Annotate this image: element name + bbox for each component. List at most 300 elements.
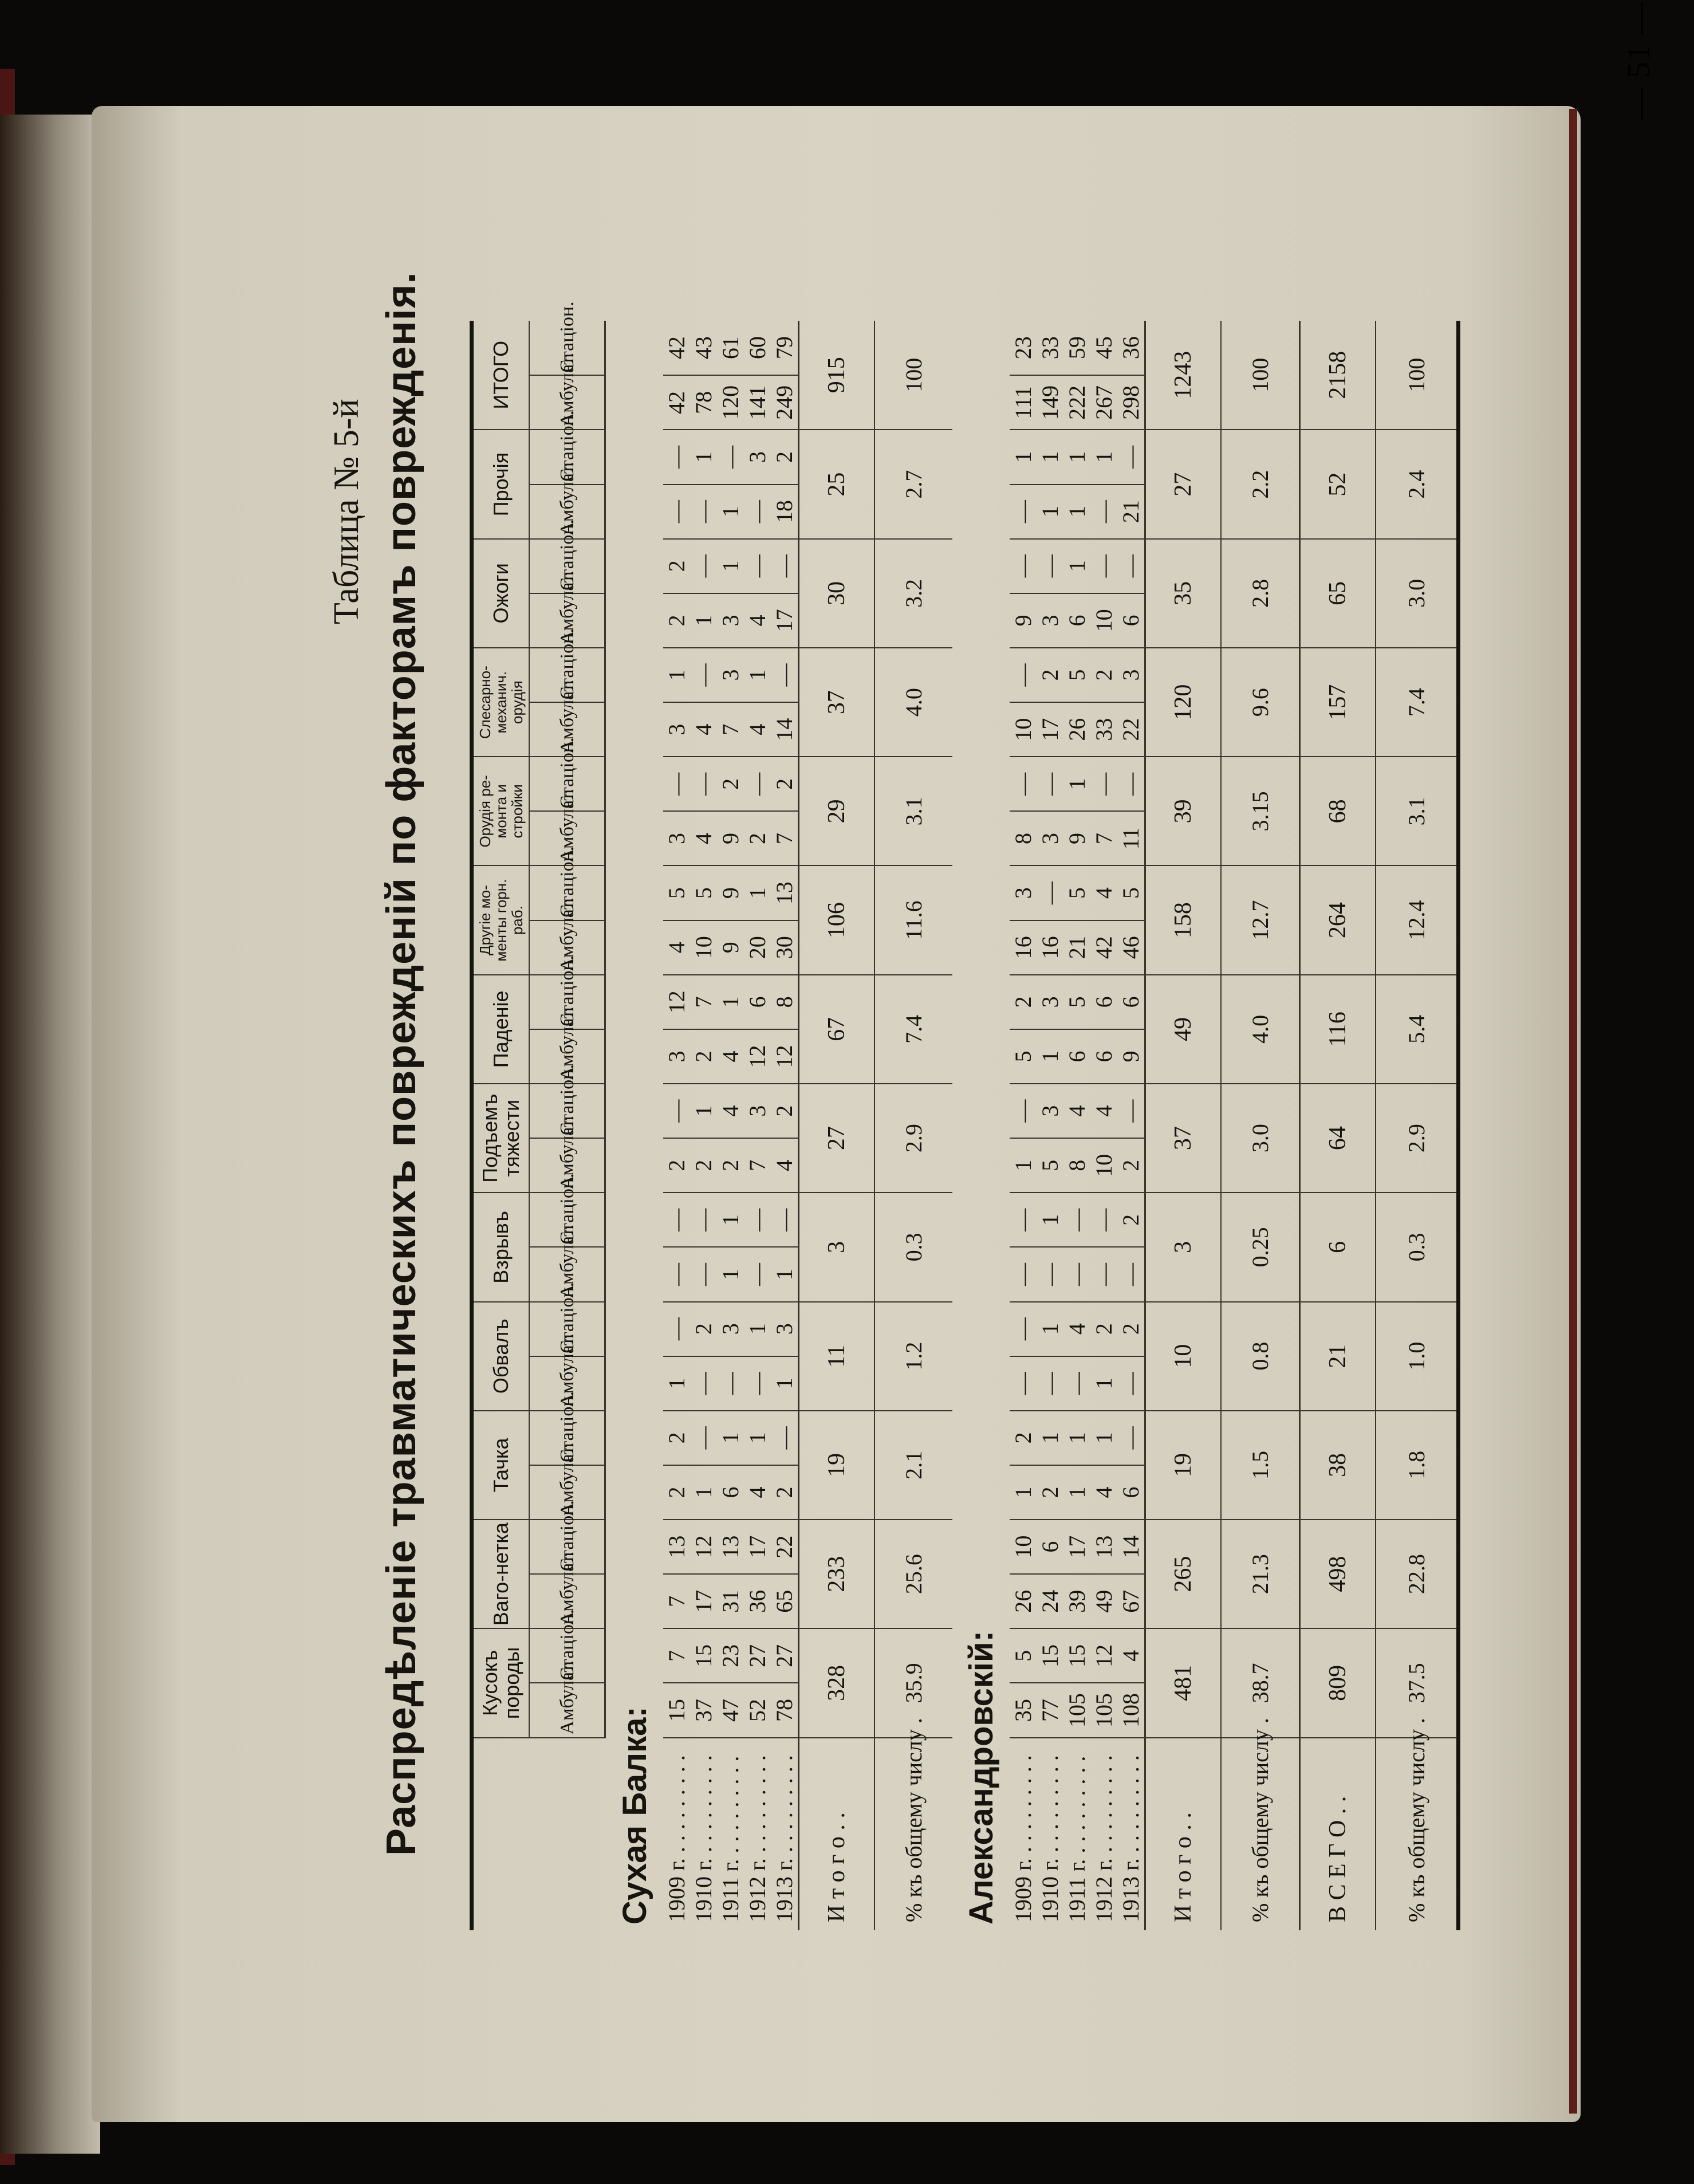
- percent-cell: 38.7: [1221, 1628, 1300, 1737]
- table-cell: 35: [1010, 1683, 1037, 1737]
- percent-cell: 2.9: [874, 1084, 952, 1193]
- table-cell: —: [1090, 539, 1117, 593]
- group-header: Прочія: [472, 430, 530, 538]
- table-cell: 105: [1090, 1683, 1117, 1737]
- sub-header-ambulatory: Амбулат.: [529, 1029, 605, 1084]
- table-cell: 36: [744, 1574, 771, 1628]
- table-cell: 149: [1037, 375, 1063, 430]
- table-cell: 1: [1037, 485, 1063, 539]
- total-cell: 10: [1145, 1302, 1222, 1411]
- table-cell: 17: [1063, 1520, 1090, 1574]
- table-cell: 3: [717, 1302, 744, 1356]
- table-cell: 61: [717, 321, 744, 375]
- table-cell: 17: [1037, 702, 1063, 757]
- row-label: 1913 г. . . . . . . . . .: [771, 1755, 797, 1922]
- row-label: 1910 г. . . . . . . . . .: [691, 1755, 716, 1922]
- table-cell: 1: [1037, 1411, 1063, 1465]
- table-cell: 6: [1117, 975, 1145, 1029]
- group-header: Кусокъ породы: [472, 1628, 530, 1737]
- table-cell: 9: [1117, 1029, 1145, 1084]
- table-cell: 15: [1063, 1628, 1090, 1683]
- section-title: Сухая Балка:: [616, 1706, 653, 1925]
- table-cell: —: [744, 1356, 771, 1411]
- row-label: И т о г о . .: [799, 1738, 875, 1930]
- table-number: Таблица № 5-й: [327, 399, 366, 624]
- table-cell: —: [1090, 1193, 1117, 1247]
- sub-header-stationary: Стаціон.: [529, 1628, 605, 1683]
- table-cell: 9: [717, 811, 744, 865]
- table-cell: —: [1037, 757, 1063, 811]
- table-cell: 1: [717, 975, 744, 1029]
- table-cell: 4: [744, 593, 771, 648]
- percent-cell: 11.6: [874, 866, 952, 975]
- percent-cell: 4.0: [1221, 975, 1300, 1084]
- table-cell: 77: [1037, 1683, 1063, 1737]
- table-cell: 33: [1090, 702, 1117, 757]
- table-cell: 39: [1063, 1574, 1090, 1628]
- table-cell: 5: [1037, 1138, 1063, 1193]
- table-cell: 12: [744, 1029, 771, 1084]
- table-cell: —: [1090, 485, 1117, 539]
- table-cell: 1: [771, 1356, 799, 1411]
- row-label: 1909 г. . . . . . . . . .: [664, 1755, 690, 1922]
- table-cell: 7: [663, 1574, 690, 1628]
- grand-total-cell: 65: [1300, 539, 1376, 648]
- table-cell: 2: [690, 1029, 717, 1084]
- table-cell: 13: [717, 1520, 744, 1574]
- table-cell: 17: [690, 1574, 717, 1628]
- table-cell: —: [744, 539, 771, 593]
- table-cell: 18: [771, 485, 799, 539]
- table-cell: 1: [663, 1356, 690, 1411]
- table-cell: 3: [744, 430, 771, 484]
- table-cell: 2: [690, 1302, 717, 1356]
- grand-total-cell: 64: [1300, 1084, 1376, 1193]
- table-cell: 6: [1037, 1520, 1063, 1574]
- row-label: % къ общему числу .: [1376, 1738, 1459, 1930]
- table-cell: —: [1010, 1302, 1037, 1356]
- sub-header-stationary: Стаціон.: [529, 975, 605, 1029]
- table-cell: 8: [1010, 811, 1037, 865]
- table-cell: 24: [1037, 1574, 1063, 1628]
- rotated-table-block: [326, 271, 1429, 1930]
- total-cell: 3: [799, 1193, 875, 1301]
- grand-percent-row: [1376, 321, 1459, 1930]
- table-cell: 2: [1010, 975, 1037, 1029]
- table-cell: —: [1037, 1247, 1063, 1301]
- table-cell: 36: [1117, 321, 1145, 375]
- table-cell: —: [1037, 1356, 1063, 1411]
- table-cell: 4: [744, 702, 771, 757]
- table-cell: 12: [1090, 1628, 1117, 1683]
- grand-total-cell: 38: [1300, 1411, 1376, 1520]
- table-cell: —: [1117, 757, 1145, 811]
- table-cell: 10: [690, 920, 717, 975]
- row-label: 1912 г. . . . . . . . . .: [744, 1755, 770, 1922]
- table-cell: 10: [1010, 1520, 1037, 1574]
- table-cell: 1: [1090, 1411, 1117, 1465]
- table-cell: 13: [771, 866, 799, 920]
- table-cell: 8: [1063, 1138, 1090, 1193]
- table-cell: 67: [1117, 1574, 1145, 1628]
- table-cell: 2: [717, 1138, 744, 1193]
- total-row: [1145, 321, 1222, 1930]
- section-header-row: [952, 321, 1010, 1930]
- percent-cell: 12.7: [1221, 866, 1300, 975]
- grand-total-cell: 21: [1300, 1302, 1376, 1411]
- table-cell: 1: [1063, 485, 1090, 539]
- table-cell: 6: [1063, 593, 1090, 648]
- year-row: [690, 321, 717, 1930]
- table-cell: —: [771, 539, 799, 593]
- sub-header-stationary: Стаціон.: [529, 539, 605, 593]
- group-header: Слесарно-механич. орудія: [472, 648, 530, 757]
- table-cell: 2: [1037, 648, 1063, 702]
- percent-cell: 2.8: [1221, 539, 1300, 648]
- table-cell: 20: [744, 920, 771, 975]
- grand-percent-cell: 22.8: [1376, 1520, 1459, 1628]
- table-cell: 5: [690, 866, 717, 920]
- group-header: Ожоги: [472, 539, 530, 648]
- table-cell: —: [1010, 485, 1037, 539]
- year-row: [1037, 321, 1063, 1930]
- table-cell: 4: [690, 811, 717, 865]
- table-cell: 1: [1063, 1465, 1090, 1520]
- table-cell: 16: [1010, 920, 1037, 975]
- table-cell: 30: [771, 920, 799, 975]
- table-cell: 16: [1037, 920, 1063, 975]
- table-cell: 15: [690, 1628, 717, 1683]
- table-cell: —: [690, 485, 717, 539]
- row-label: 1910 г. . . . . . . . . .: [1037, 1755, 1063, 1922]
- table-cell: —: [1010, 1084, 1037, 1138]
- table-cell: 2: [771, 757, 799, 811]
- table-cell: 3: [1037, 811, 1063, 865]
- table-cell: —: [717, 430, 744, 484]
- table-cell: —: [744, 485, 771, 539]
- group-header: Паденіе: [472, 975, 530, 1084]
- table-cell: 1: [1010, 1138, 1037, 1193]
- table-cell: 1: [744, 648, 771, 702]
- table-cell: 37: [690, 1683, 717, 1737]
- table-cell: 1: [663, 648, 690, 702]
- total-cell: 39: [1145, 757, 1222, 865]
- sub-header-stationary: Стаціон.: [529, 1084, 605, 1138]
- table-cell: 9: [1063, 811, 1090, 865]
- table-cell: 21: [1117, 485, 1145, 539]
- table-cell: 65: [771, 1574, 799, 1628]
- table-cell: 7: [717, 702, 744, 757]
- total-cell: 29: [799, 757, 875, 865]
- grand-percent-cell: 5.4: [1376, 975, 1459, 1084]
- table-cell: 222: [1063, 375, 1090, 430]
- row-label: 1909 г. . . . . . . . . .: [1010, 1755, 1036, 1922]
- percent-cell: 100: [1221, 321, 1300, 430]
- injury-table: [470, 301, 1460, 1930]
- table-cell: 267: [1090, 375, 1117, 430]
- year-row: [744, 321, 771, 1930]
- grand-total-cell: 498: [1300, 1520, 1376, 1628]
- table-cell: 13: [663, 1520, 690, 1574]
- table-cell: 1: [1037, 430, 1063, 484]
- percent-cell: 2.2: [1221, 430, 1300, 538]
- table-cell: 2: [1010, 1411, 1037, 1465]
- total-cell: 27: [799, 1084, 875, 1193]
- total-cell: 67: [799, 975, 875, 1084]
- total-cell: 915: [799, 321, 875, 430]
- table-cell: 31: [717, 1574, 744, 1628]
- table-cell: 5: [1010, 1628, 1037, 1683]
- grand-total-cell: 6: [1300, 1193, 1376, 1301]
- percent-cell: 0.3: [874, 1193, 952, 1301]
- year-row: [771, 321, 799, 1930]
- total-cell: 120: [1145, 648, 1222, 757]
- table-cell: 6: [717, 1465, 744, 1520]
- table-cell: 27: [771, 1628, 799, 1683]
- grand-percent-cell: 7.4: [1376, 648, 1459, 757]
- row-label: % къ общему числу .: [874, 1738, 952, 1930]
- sub-header-stationary: Стаціон.: [529, 1520, 605, 1574]
- sub-header-ambulatory: Амбулат.: [529, 1574, 605, 1628]
- group-header: Другіе мо-менты горн. раб.: [472, 866, 530, 975]
- table-cell: 1: [771, 1247, 799, 1301]
- table-cell: —: [1010, 1193, 1037, 1247]
- table-cell: 26: [1010, 1574, 1037, 1628]
- table-cell: —: [1117, 430, 1145, 484]
- table-cell: 1: [744, 866, 771, 920]
- total-cell: 19: [799, 1411, 875, 1520]
- table-cell: 2: [771, 1084, 799, 1138]
- table-cell: 12: [690, 1520, 717, 1574]
- table-cell: 17: [771, 593, 799, 648]
- percent-cell: 2.1: [874, 1411, 952, 1520]
- percent-cell: 3.15: [1221, 757, 1300, 865]
- table-cell: —: [1037, 539, 1063, 593]
- group-header: Взрывъ: [472, 1193, 530, 1301]
- table-cell: 4: [1063, 1084, 1090, 1138]
- table-cell: —: [1010, 1356, 1037, 1411]
- table-cell: 2: [663, 1465, 690, 1520]
- total-cell: 11: [799, 1302, 875, 1411]
- grand-total-cell: 809: [1300, 1628, 1376, 1737]
- table-cell: —: [690, 1247, 717, 1301]
- table-cell: 4: [1090, 1465, 1117, 1520]
- table-cell: 1: [717, 1193, 744, 1247]
- group-header: Подъемъ тяжести: [472, 1084, 530, 1193]
- total-cell: 328: [799, 1628, 875, 1737]
- sub-header-ambulatory: Амбулат.: [529, 1356, 605, 1411]
- percent-cell: 0.8: [1221, 1302, 1300, 1411]
- grand-percent-cell: 0.3: [1376, 1193, 1459, 1301]
- sub-header-row: [529, 321, 605, 1930]
- table-cell: —: [690, 648, 717, 702]
- table-cell: 1: [717, 539, 744, 593]
- table-cell: 3: [1010, 866, 1037, 920]
- row-label: В С Е Г О . .: [1300, 1738, 1376, 1930]
- table-cell: —: [663, 1302, 690, 1356]
- percent-cell: 9.6: [1221, 648, 1300, 757]
- grand-percent-cell: 2.9: [1376, 1084, 1459, 1193]
- sub-header-stationary: Стаціон.: [529, 757, 605, 811]
- table-cell: 78: [771, 1683, 799, 1737]
- grand-total-cell: 264: [1300, 866, 1376, 975]
- table-cell: 6: [1063, 1029, 1090, 1084]
- table-cell: 1: [1037, 1029, 1063, 1084]
- percent-cell: 3.2: [874, 539, 952, 648]
- grand-total-cell: 116: [1300, 975, 1376, 1084]
- table-cell: 7: [771, 811, 799, 865]
- grand-percent-cell: 1.8: [1376, 1411, 1459, 1520]
- grand-percent-cell: 1.0: [1376, 1302, 1459, 1411]
- table-cell: 10: [1090, 1138, 1117, 1193]
- table-cell: 9: [717, 866, 744, 920]
- table-cell: —: [1117, 539, 1145, 593]
- table-cell: —: [663, 1084, 690, 1138]
- row-label: И т о г о . .: [1145, 1738, 1222, 1930]
- table-cell: —: [690, 1356, 717, 1411]
- table-cell: 79: [771, 321, 799, 375]
- group-header: Орудія ре-монта и стройки: [472, 757, 530, 865]
- table-cell: 21: [1063, 920, 1090, 975]
- table-cell: 6: [1090, 975, 1117, 1029]
- corner-cell: [472, 1738, 605, 1930]
- table-cell: —: [663, 1247, 690, 1301]
- row-label: % къ общему числу .: [1221, 1738, 1300, 1930]
- percent-cell: 35.9: [874, 1628, 952, 1737]
- table-cell: —: [1063, 1356, 1090, 1411]
- grand-total-cell: 157: [1300, 648, 1376, 757]
- group-header: ИТОГО: [472, 321, 530, 430]
- table-cell: 4: [663, 920, 690, 975]
- table-cell: 60: [744, 321, 771, 375]
- table-cell: 15: [1037, 1628, 1063, 1683]
- sub-header-stationary: Стаціон.: [529, 866, 605, 920]
- table-cell: 4: [771, 1138, 799, 1193]
- table-cell: 42: [663, 375, 690, 430]
- table-cell: —: [1063, 1193, 1090, 1247]
- table-cell: —: [1063, 1247, 1090, 1301]
- row-label: 1911 г. . . . . . . . . .: [718, 1756, 743, 1922]
- table-cell: 8: [771, 975, 799, 1029]
- table-cell: 59: [1063, 321, 1090, 375]
- table-cell: 4: [717, 1029, 744, 1084]
- sub-header-ambulatory: Амбулат.: [529, 1465, 605, 1520]
- table-cell: 6: [1117, 593, 1145, 648]
- table-cell: 6: [1117, 1465, 1145, 1520]
- percent-cell: 4.0: [874, 648, 952, 757]
- year-row: [1090, 321, 1117, 1930]
- sub-header-stationary: Стаціон.: [529, 1411, 605, 1465]
- table-cell: 5: [1063, 866, 1090, 920]
- table-cell: 4: [690, 702, 717, 757]
- table-cell: 7: [690, 975, 717, 1029]
- sub-header-stationary: Стаціон.: [529, 321, 605, 375]
- table-cell: 2: [663, 539, 690, 593]
- table-cell: —: [1090, 757, 1117, 811]
- table-cell: —: [690, 757, 717, 811]
- table-cell: 4: [1117, 1628, 1145, 1683]
- sub-header-ambulatory: Амбулат.: [529, 375, 605, 430]
- percent-cell: 1.2: [874, 1302, 952, 1411]
- table-title: Распредѣленіе травматическихъ поврежденій по факторамъ поврежденія.: [379, 271, 424, 1856]
- sub-header-ambulatory: Амбулат.: [529, 1683, 605, 1737]
- table-cell: 6: [1090, 1029, 1117, 1084]
- grand-percent-cell: 3.0: [1376, 539, 1459, 648]
- total-cell: 233: [799, 1520, 875, 1628]
- table-cell: —: [771, 1411, 799, 1465]
- grand-total-cell: 52: [1300, 430, 1376, 538]
- table-cell: 3: [1037, 975, 1063, 1029]
- table-cell: —: [1117, 1411, 1145, 1465]
- total-row: [799, 321, 875, 1930]
- group-header-row: [472, 321, 530, 1930]
- table-cell: 3: [717, 648, 744, 702]
- total-cell: 49: [1145, 975, 1222, 1084]
- table-cell: 46: [1117, 920, 1145, 975]
- table-cell: —: [1010, 1247, 1037, 1301]
- row-label: 1912 г. . . . . . . . . .: [1091, 1755, 1117, 1922]
- sub-header-ambulatory: Амбулат.: [529, 702, 605, 757]
- table-cell: 249: [771, 375, 799, 430]
- percent-cell: 25.6: [874, 1520, 952, 1628]
- table-cell: 141: [744, 375, 771, 430]
- table-cell: 2: [1117, 1193, 1145, 1247]
- total-cell: 37: [799, 648, 875, 757]
- table-cell: —: [1117, 1356, 1145, 1411]
- table-cell: 298: [1117, 375, 1145, 430]
- table-cell: —: [744, 1193, 771, 1247]
- table-cell: 45: [1090, 321, 1117, 375]
- total-cell: 3: [1145, 1193, 1222, 1301]
- table-cell: 9: [1010, 593, 1037, 648]
- table-cell: —: [1010, 648, 1037, 702]
- table-cell: —: [1117, 1247, 1145, 1301]
- table-cell: 52: [744, 1683, 771, 1737]
- table-cell: 22: [771, 1520, 799, 1574]
- table-cell: —: [744, 757, 771, 811]
- table-cell: 1: [1010, 430, 1037, 484]
- table-cell: —: [1090, 1247, 1117, 1301]
- table-cell: 2: [1037, 1465, 1063, 1520]
- percent-cell: 0.25: [1221, 1193, 1300, 1301]
- table-cell: 3: [663, 1029, 690, 1084]
- grand-percent-cell: 2.4: [1376, 430, 1459, 538]
- table-cell: 17: [744, 1520, 771, 1574]
- table-cell: 1: [1063, 430, 1090, 484]
- table-cell: 12: [663, 975, 690, 1029]
- table-cell: 1: [1090, 1356, 1117, 1411]
- sub-header-ambulatory: Амбулат.: [529, 593, 605, 648]
- year-row: [663, 321, 690, 1930]
- sub-header-stationary: Стаціон.: [529, 1302, 605, 1356]
- table-cell: 14: [1117, 1520, 1145, 1574]
- table-cell: 15: [663, 1683, 690, 1737]
- table-cell: —: [717, 1356, 744, 1411]
- year-row: [717, 321, 744, 1930]
- sub-header-stationary: Стаціон.: [529, 1193, 605, 1247]
- table-cell: 5: [1010, 1029, 1037, 1084]
- total-cell: 37: [1145, 1084, 1222, 1193]
- table-cell: 1: [717, 1411, 744, 1465]
- grand-percent-cell: 37.5: [1376, 1628, 1459, 1737]
- table-cell: 2: [663, 1411, 690, 1465]
- section-header-row: [605, 321, 664, 1930]
- percent-cell: 3.0: [1221, 1084, 1300, 1193]
- table-cell: 7: [1090, 811, 1117, 865]
- table-cell: 33: [1037, 321, 1063, 375]
- table-cell: 2: [771, 1465, 799, 1520]
- table-cell: 47: [717, 1683, 744, 1737]
